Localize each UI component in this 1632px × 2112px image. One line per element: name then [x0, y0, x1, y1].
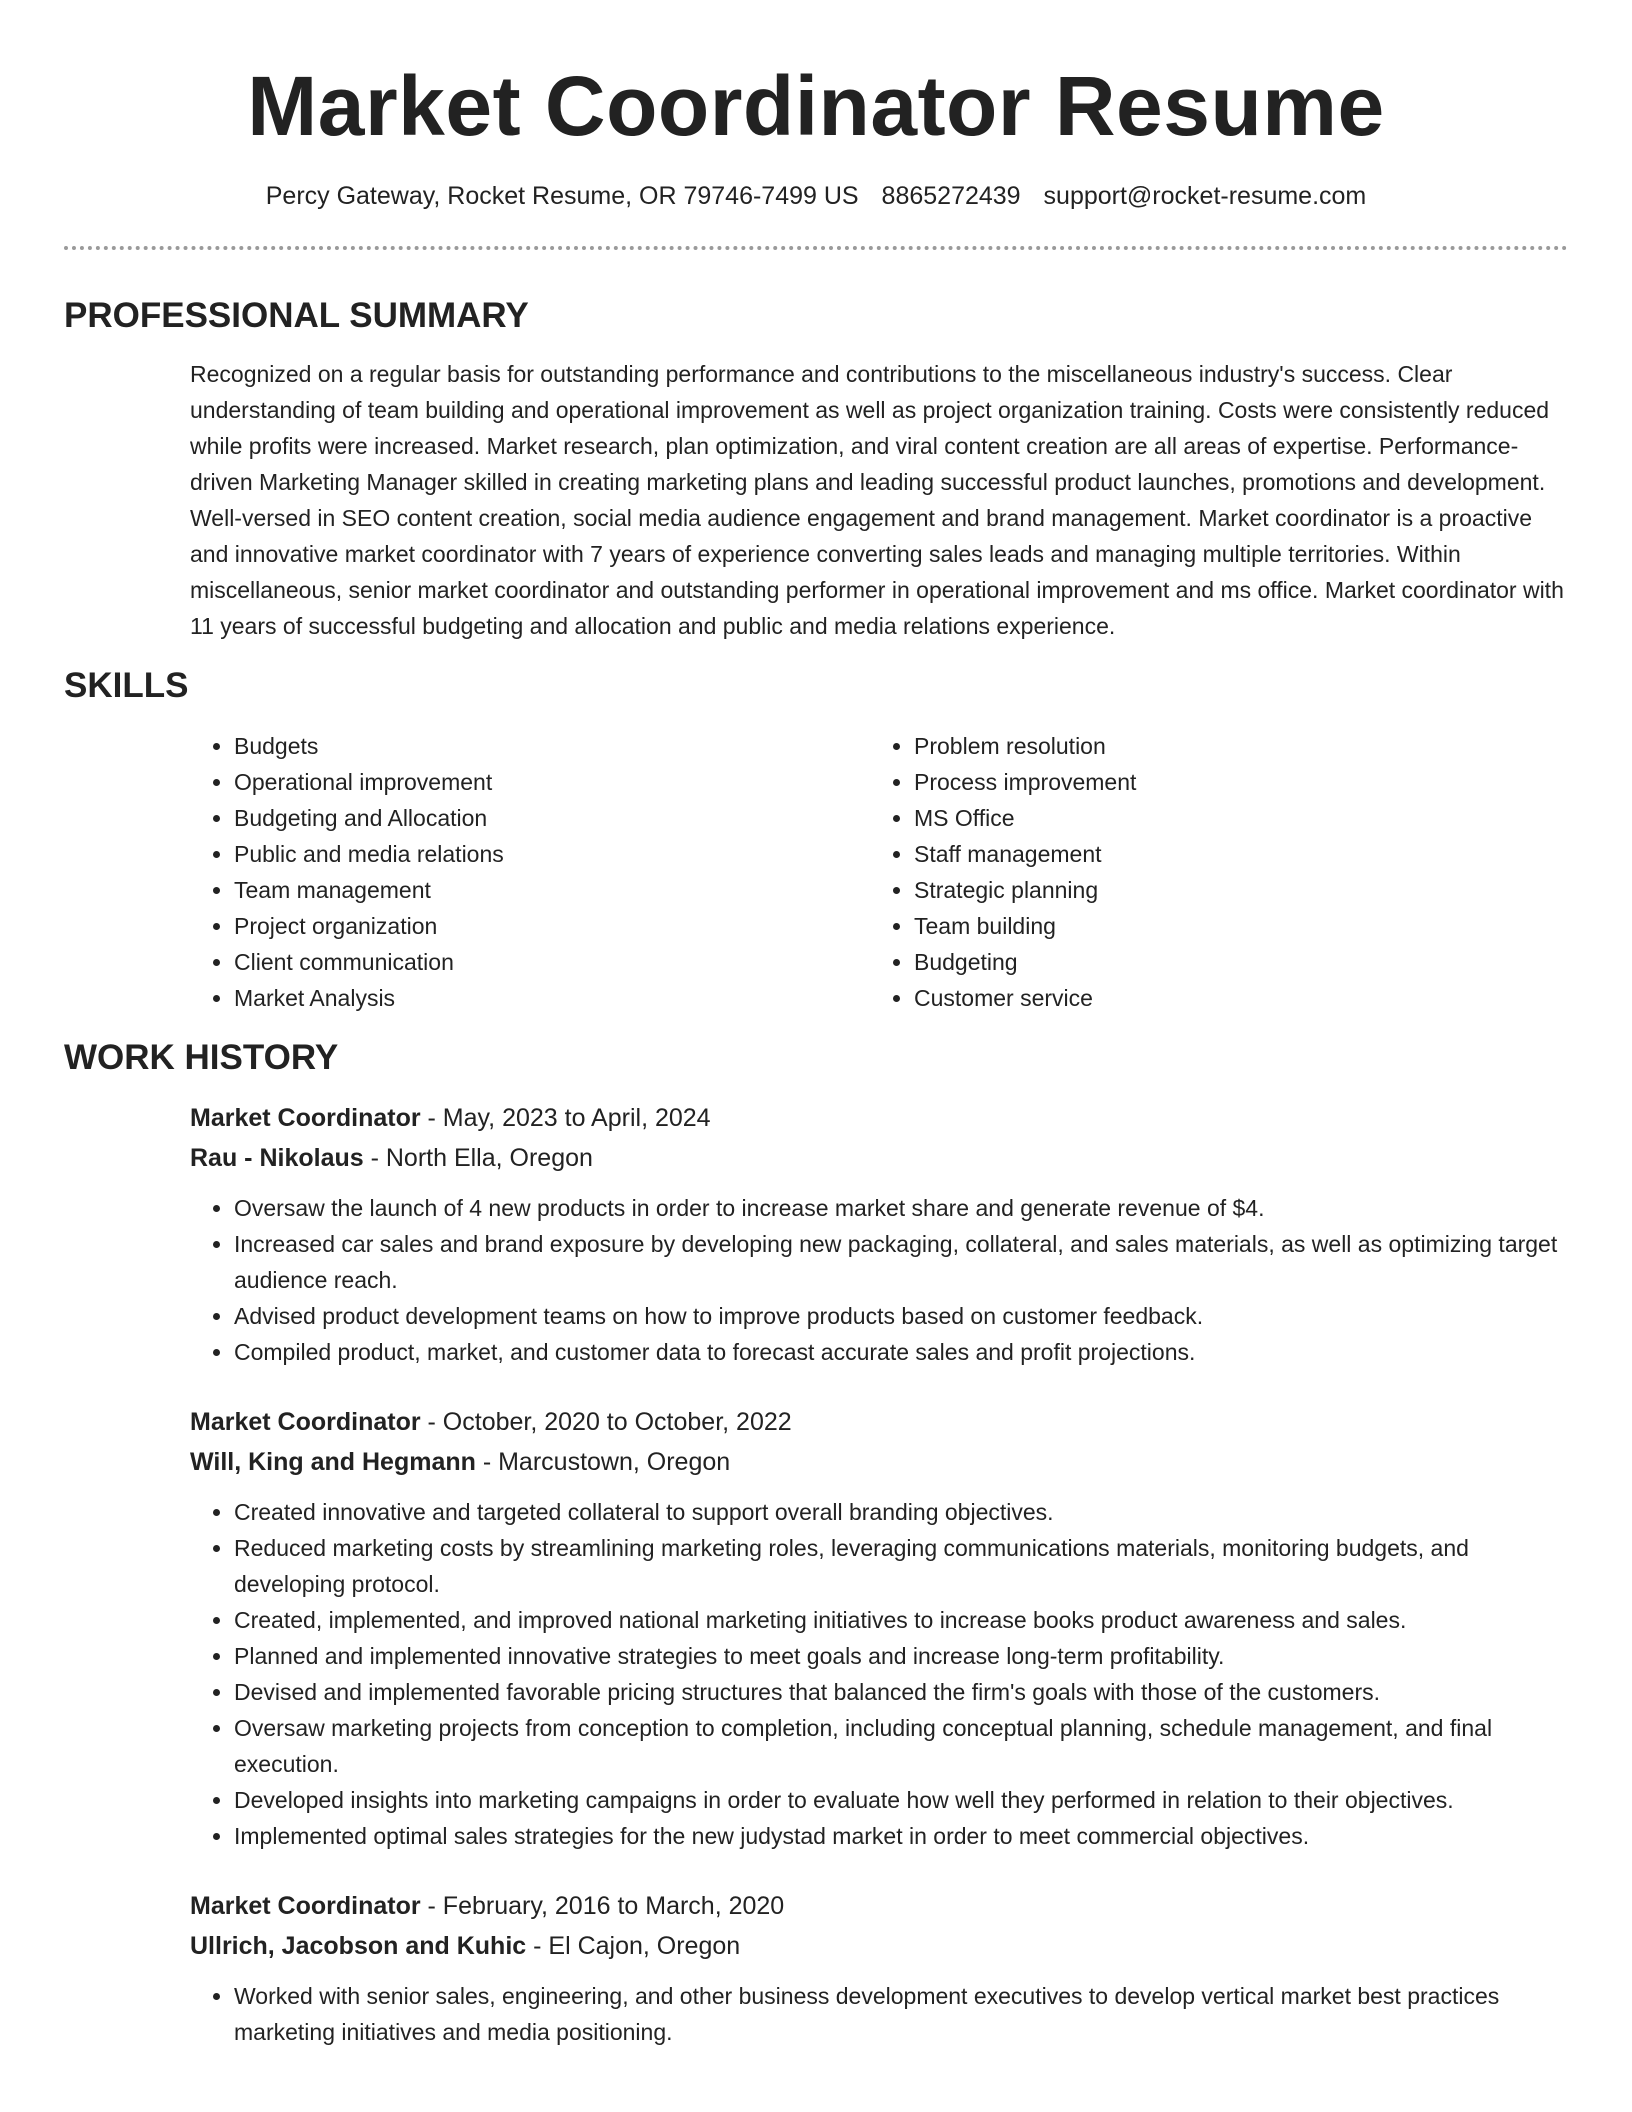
job-bullet: • Increased car sales and brand exposure by developing new packaging, collateral, and sales materials, as well as optimizing target audience reach. — [234, 1226, 1568, 1298]
summary-heading: PROFESSIONAL SUMMARY — [64, 296, 529, 335]
job-company-line — [190, 1926, 1568, 1966]
job-bullet: • Advised product development teams on how to improve products based on customer feedback. — [234, 1298, 1568, 1334]
job-bullet-list — [190, 1978, 1568, 2050]
job-entry — [190, 1098, 1568, 1370]
skills-column-left — [190, 728, 870, 1016]
job-bullet: • Compiled product, market, and customer data to forecast accurate sales and profit projections. — [234, 1334, 1568, 1370]
skill-item: • MS Office — [914, 800, 1550, 836]
job-dates: - May, 2023 to April, 2024 — [420, 1104, 711, 1132]
job-company-line — [190, 1138, 1568, 1178]
job-bullet: • Planned and implemented innovative strategies to meet goals and increase long-term profitability. — [234, 1638, 1568, 1674]
job-dates: - February, 2016 to March, 2020 — [420, 1892, 785, 1920]
skill-item: • Budgets — [234, 728, 870, 764]
job-company: Will, King and Hegmann — [190, 1448, 476, 1476]
contact-phone: 8865272439 — [881, 182, 1021, 210]
job-bullet: • Implemented optimal sales strategies for the new judystad market in order to meet commercial objectives. — [234, 1818, 1568, 1854]
skills-column-right — [870, 728, 1550, 1016]
job-title-line — [190, 1886, 1568, 1926]
skill-item: • Project organization — [234, 908, 870, 944]
skill-item: • Public and media relations — [234, 836, 870, 872]
skill-item: • Process improvement — [914, 764, 1550, 800]
job-title-line — [190, 1098, 1568, 1138]
job-bullet: • Reduced marketing costs by streamlining marketing roles, leveraging communications materials, monitoring budgets, and developing protocol. — [234, 1530, 1568, 1602]
resume-title: Market Coordinator Resume — [247, 59, 1385, 153]
skill-item: • Team management — [234, 872, 870, 908]
skill-item: • Customer service — [914, 980, 1550, 1016]
skill-item: • Client communication — [234, 944, 870, 980]
job-bullet-list — [190, 1494, 1568, 1854]
job-location: - El Cajon, Oregon — [526, 1932, 741, 1960]
job-company: Rau - Nikolaus — [190, 1144, 364, 1172]
contact-line — [64, 180, 1568, 212]
job-company-line — [190, 1442, 1568, 1482]
job-entry — [190, 1402, 1568, 1854]
job-title-line — [190, 1402, 1568, 1442]
skills-list — [190, 728, 1568, 1016]
job-location: - North Ella, Oregon — [363, 1144, 593, 1172]
skills-heading: SKILLS — [64, 666, 189, 705]
skill-item: • Problem resolution — [914, 728, 1550, 764]
header-divider — [64, 246, 1568, 250]
job-bullet-list — [190, 1190, 1568, 1370]
job-location: - Marcustown, Oregon — [475, 1448, 731, 1476]
skill-item: • Budgeting and Allocation — [234, 800, 870, 836]
job-bullet: • Created innovative and targeted collateral to support overall branding objectives. — [234, 1494, 1568, 1530]
contact-address: Percy Gateway, Rocket Resume, OR 79746-7499 US — [265, 182, 859, 210]
job-title: Market Coordinator — [190, 1408, 421, 1436]
job-title: Market Coordinator — [190, 1104, 421, 1132]
skill-item: • Strategic planning — [914, 872, 1550, 908]
contact-email: support@rocket-resume.com — [1043, 182, 1367, 210]
job-bullet: • Worked with senior sales, engineering, and other business development executives to develop vertical market best practices marketing initiatives and media positioning. — [234, 1978, 1568, 2050]
job-bullet: • Developed insights into marketing campaigns in order to evaluate how well they performed in relation to their objectives. — [234, 1782, 1568, 1818]
job-entry — [190, 1886, 1568, 2050]
job-bullet: • Oversaw the launch of 4 new products in order to increase market share and generate revenue of $4. — [234, 1190, 1568, 1226]
skill-item: • Market Analysis — [234, 980, 870, 1016]
job-dates: - October, 2020 to October, 2022 — [420, 1408, 792, 1436]
job-company: Ullrich, Jacobson and Kuhic — [190, 1932, 527, 1960]
work-history-heading: WORK HISTORY — [64, 1038, 339, 1077]
job-bullet: • Devised and implemented favorable pricing structures that balanced the firm's goals with those of the customers. — [234, 1674, 1568, 1710]
job-title: Market Coordinator — [190, 1892, 421, 1920]
job-bullet: • Oversaw marketing projects from conception to completion, including conceptual planning, schedule management, and final execution. — [234, 1710, 1568, 1782]
summary-text: Recognized on a regular basis for outstanding performance and contributions to the miscellaneous industry's success. Clear understanding of team building and operational improvement as well as project organization training. Costs were consistently reduced while profits were increased. Market research, plan optimization, and viral content creation are all areas of expertise. Performance-driven Marketing Manager skilled in creating marketing plans and leading successful product launches, promotions and development. Well-versed in SEO content creation, social media audience engagement and brand management. Market coordinator is a proactive and innovative market coordinator with 7 years of experience converting sales leads and managing multiple territories. Within miscellaneous, senior market coordinator and outstanding performer in operational improvement and ms office. Market coordinator with 11 years of successful budgeting and allocation and public and media relations experience. — [190, 361, 1564, 639]
skill-item: • Budgeting — [914, 944, 1550, 980]
job-bullet: • Created, implemented, and improved national marketing initiatives to increase books product awareness and sales. — [234, 1602, 1568, 1638]
skill-item: • Operational improvement — [234, 764, 870, 800]
skill-item: • Staff management — [914, 836, 1550, 872]
resume-page — [64, 0, 1568, 2050]
skill-item: • Team building — [914, 908, 1550, 944]
